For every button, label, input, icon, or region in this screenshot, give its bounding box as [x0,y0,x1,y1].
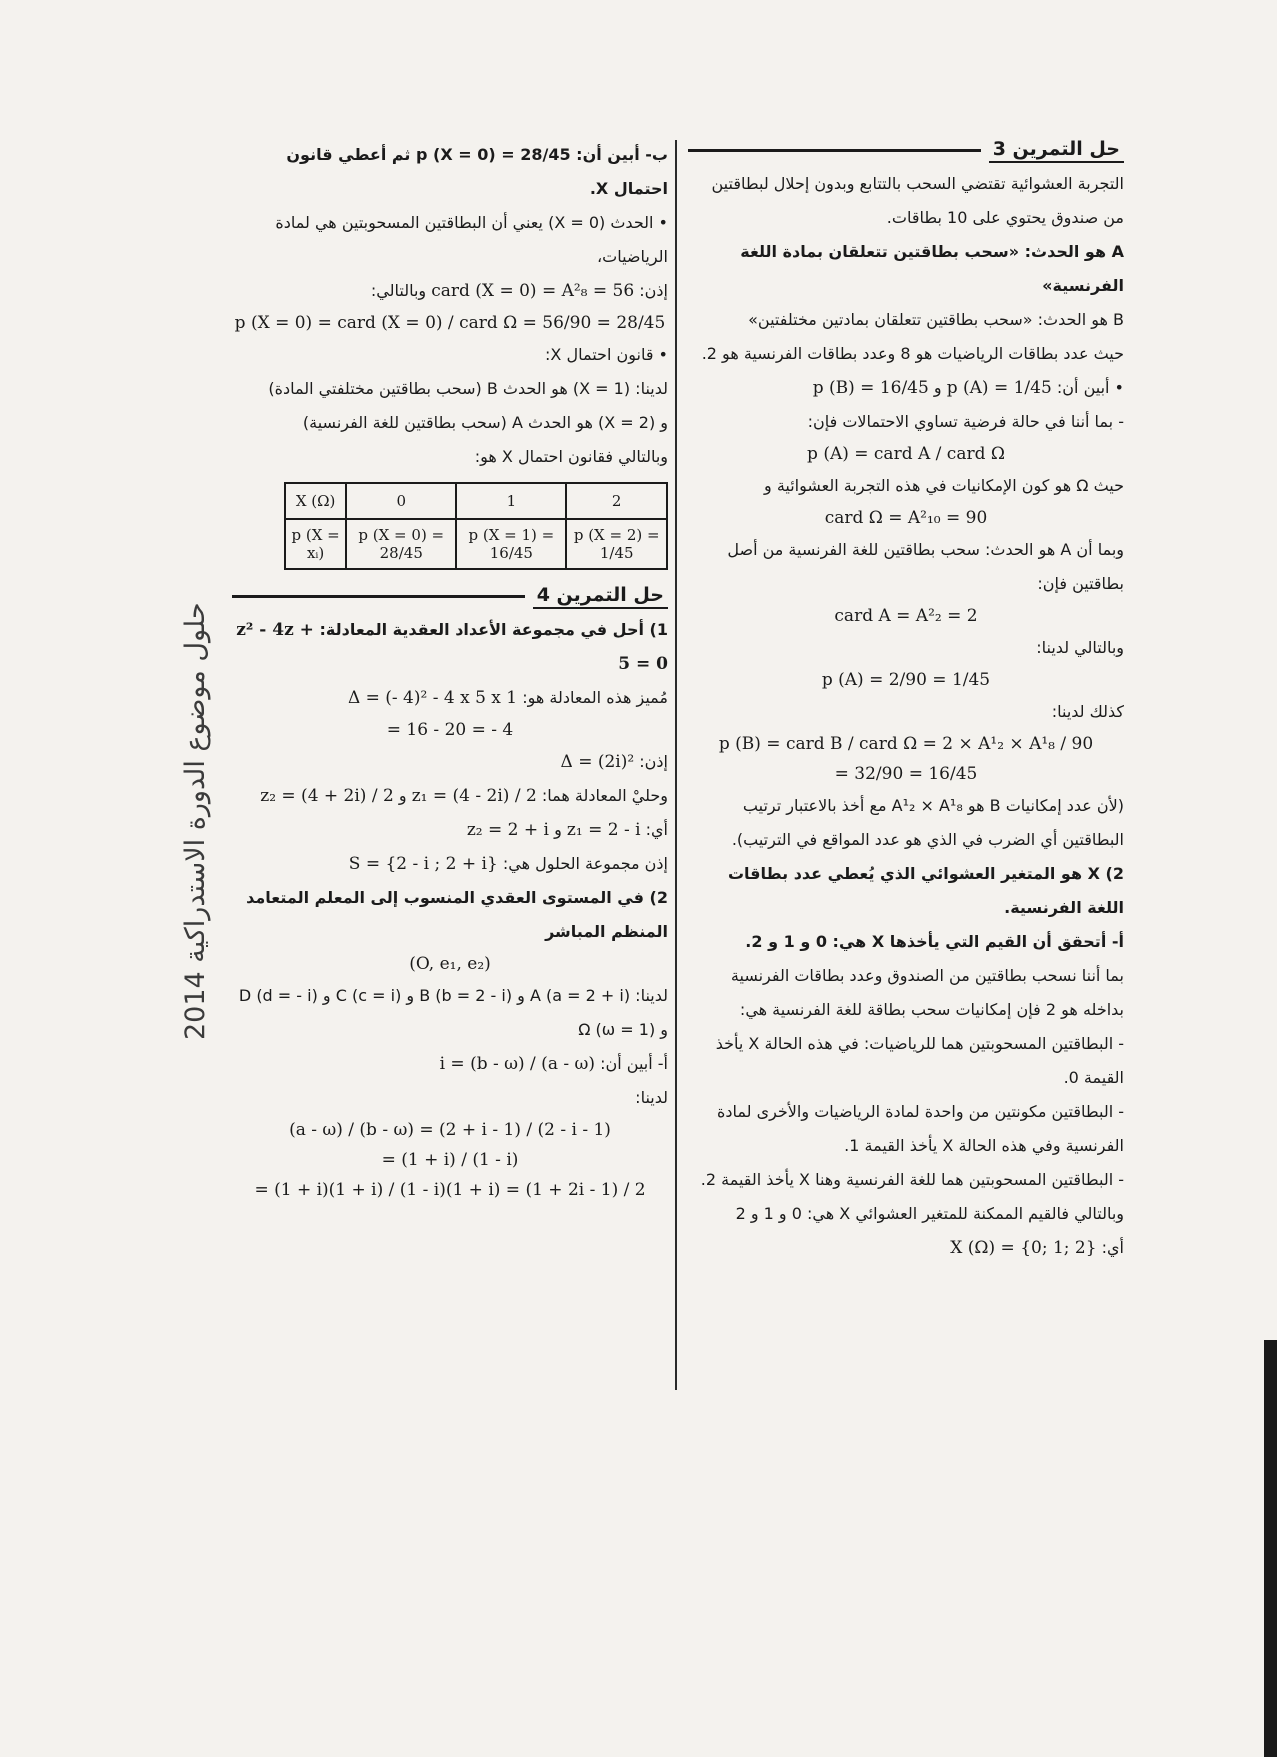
px0-calculation: p (X = 0) = card (X = 0) / card Ω = 56/90 = 28/45 [234,313,666,333]
table-row [285,519,667,569]
show-line [688,371,1124,405]
law-line-1: لدينا: (X = 1) هو الحدث B (سحب بطاقتين مختلفتي المادة) [268,379,668,398]
discriminant-label: مُميز هذه المعادلة هو: [522,688,668,707]
z2-value: z₂ = 2 + i [466,820,549,840]
law-line-3: وبالتالي فقانون احتمال X هو: [474,447,668,466]
table-cell: 0 [346,483,456,519]
heading-rule [688,149,981,152]
z1-value: z₁ = 2 - i [566,820,641,840]
question-a-line [232,1047,668,1081]
event-a-definition: A هو الحدث: «سحب بطاقتين تتعلقان بمادة اللغة الفرنسية» [740,242,1124,295]
case-0: - البطاقتين المسحوبتين هما للرياضيات: في هذه الحالة X يأخذ القيمة 0. [715,1034,1124,1087]
question-2a-text: بما أننا نسحب بطاقتين من الصندوق وعدد بطاقات الفرنسية بداخله هو 2 فإن إمكانيات سحب بطاقة للغة الفرنسية هي: [730,966,1124,1019]
exercise-3-heading [688,138,1124,163]
values-line [688,1231,1124,1265]
roots-line [232,779,668,813]
column-divider [675,140,677,1390]
scan-mark [1264,1340,1277,1757]
question-2: 2) في المستوى العقدي المنسوب إلى المعلم المتعامد المنظم المباشر [246,888,668,941]
and-thus-label: وبالتالي: [370,281,427,300]
discriminant-line [232,681,668,715]
card-x0-line [232,274,668,308]
pb-target: p (B) = 16/45 [812,378,929,398]
law-line-2: و (X = 2) هو الحدث A (سحب بطاقتين للغة الفرنسية) [302,413,668,432]
table-header-row [285,483,667,519]
roots-simplified-line [232,813,668,847]
card-x0: card (X = 0) = A²₈ = 56 [431,281,635,301]
card-a: card A = A²₂ = 2 [834,606,978,626]
then-label: إذن: [639,752,668,771]
side-title: حلول موضوع الدورة الاستدراكية 2014 [180,602,211,1040]
discriminant-1: Δ = (- 4)² - 4 x 5 x 1 [347,688,518,708]
table-cell: X (Ω) [285,483,346,519]
we-have-label: لدينا: [635,1088,668,1107]
intro-text: التجربة العشوائية تقتضي السحب بالتتابع وبدون إحلال لبطاقتين من صندوق يحتوي على 10 بطاقات. [711,174,1124,227]
then-label: إذن: [639,281,668,300]
event-b-definition: B هو الحدث: «سحب بطاقتين تتعلقان بمادتين مختلفتين» [748,310,1124,329]
roots-label: وحليْ المعادلة هما: [541,786,668,805]
question-a: أ- أبين أن: [600,1054,668,1073]
heading-rule [232,595,525,598]
card-omega: card Ω = A²₁₀ = 90 [824,508,988,528]
delta-value: Δ = (2i)² [560,752,635,772]
values-text: وبالتالي فالقيم الممكنة للمتغير العشوائي X هي: 0 و 1 و 2 [735,1204,1124,1223]
probability-law-table [284,482,668,570]
thus-label: وبالتالي لدينا: [1036,638,1124,657]
step-1: (a - ω) / (b - ω) = (2 + i - 1) / (2 - i - 1) [289,1120,611,1140]
question-2b: ب- أبين أن: p (X = 0) = 28/45 ثم أعطي قانون احتمال X. [286,145,668,198]
case-2: - البطاقتين المسحوبتين هما للغة الفرنسية وهنا X يأخذ القيمة 2. [700,1170,1124,1189]
pa-formula: p (A) = card A / card Ω [807,444,1005,464]
question-2: 2) X هو المتغير العشوائي الذي يُعطي عدد بطاقات اللغة الفرنسية. [727,864,1124,917]
pb-calculation-2: = 32/90 = 16/45 [834,764,978,784]
solution-set-label: إذن مجموعة الحلول هي: [502,854,668,873]
pa-calculation: p (A) = 2/90 = 1/45 [821,670,991,690]
table-cell: 1 [456,483,566,519]
pa-target: p (A) = 1/45 [946,378,1052,398]
quadratic-equation: z² - 4z + 5 = 0 [236,620,668,674]
card-counts-text: حيث عدد بطاقات الرياضيات هو 8 وعدد بطاقات الفرنسية هو 2. [701,344,1124,363]
exercise-4-heading [232,584,668,609]
discriminant-2: = 16 - 20 = - 4 [386,720,514,740]
table-cell: p (X = 0) = 28/45 [346,519,456,569]
ie-label: أي: [1101,1238,1124,1257]
points-text: لدينا: A (a = 2 + i) و B (b = 2 - i) و C (c = i) و D (d = - i) [238,986,668,1005]
solution-set: S = {2 - i ; 2 + i} [348,854,498,874]
step-2: = (1 + i) / (1 - i) [381,1150,519,1170]
z2-fraction: z₂ = (4 + 2i) / 2 [260,786,394,806]
show-label: • أبين أن: [1056,378,1124,397]
point-omega-text: و Ω (ω = 1) [578,1020,668,1039]
x-omega-set: X (Ω) = {0; 1; 2} [950,1238,1097,1258]
question-a-equation: (a - ω) / (b - ω) = i [439,1054,596,1074]
table-cell: p (X = 1) = 16/45 [456,519,566,569]
z1-fraction: z₁ = (4 - 2i) / 2 [411,786,537,806]
heading-text: حل التمرين 4 [533,584,668,609]
exercise-3b-4-column [232,138,668,1205]
question-2a: أ- أتحقق أن القيم التي يأخذها X هي: 0 و 1 و 2. [745,932,1124,951]
pb-calculation-1: p (B) = card B / card Ω = 2 × A¹₂ × A¹₈ / 90 [718,734,1094,754]
omega-text: حيث Ω هو كون الإمكانيات في هذه التجربة العشوائية و [764,476,1124,495]
ie-label: أي: [645,820,668,839]
question-1-line [232,613,668,681]
table-cell: p (X = xᵢ) [285,519,346,569]
exercise-3-column [688,138,1124,1265]
also-label: كذلك لدينا: [1051,702,1124,721]
question-1: 1) أحل في مجموعة الأعداد العقدية المعادلة: [319,620,668,639]
delta-line [232,745,668,779]
frame: (O, e₁, e₂) [409,954,491,974]
table-cell: p (X = 2) = 1/45 [566,519,667,569]
and-word: و [398,786,407,805]
equiprobability-text: - بما أننا في حالة فرضية تساوي الاحتمالات فإن: [807,412,1124,431]
since-a-text: وبما أن A هو الحدث: سحب بطاقتين للغة الفرنسية من أصل بطاقتين فإن: [727,540,1124,593]
table-cell: 2 [566,483,667,519]
event-x0-text: • الحدث (X = 0) يعني أن البطاقتين المسحوبتين هي لمادة الرياضيات، [275,213,668,266]
and-word: و [554,820,562,839]
arrangement-note: (لأن عدد إمكانيات B هو A¹₂ × A¹₈ مع أخذ بالاعتبار ترتيب البطاقتين أي الضرب في الذي هو عدد المواقع في الترتيب). [731,796,1124,849]
case-1: - البطاقتين مكونتين من واحدة لمادة الرياضيات والأخرى لمادة الفرنسية وفي هذه الحالة X يأخذ القيمة 1. [716,1102,1124,1155]
and-word: و [933,378,942,397]
heading-text: حل التمرين 3 [989,138,1124,163]
law-title: • قانون احتمال X: [545,345,668,364]
solution-set-line [232,847,668,881]
step-3: = (1 + i)(1 + i) / (1 - i)(1 + i) = (1 + 2i - 1) / 2 [254,1180,646,1200]
